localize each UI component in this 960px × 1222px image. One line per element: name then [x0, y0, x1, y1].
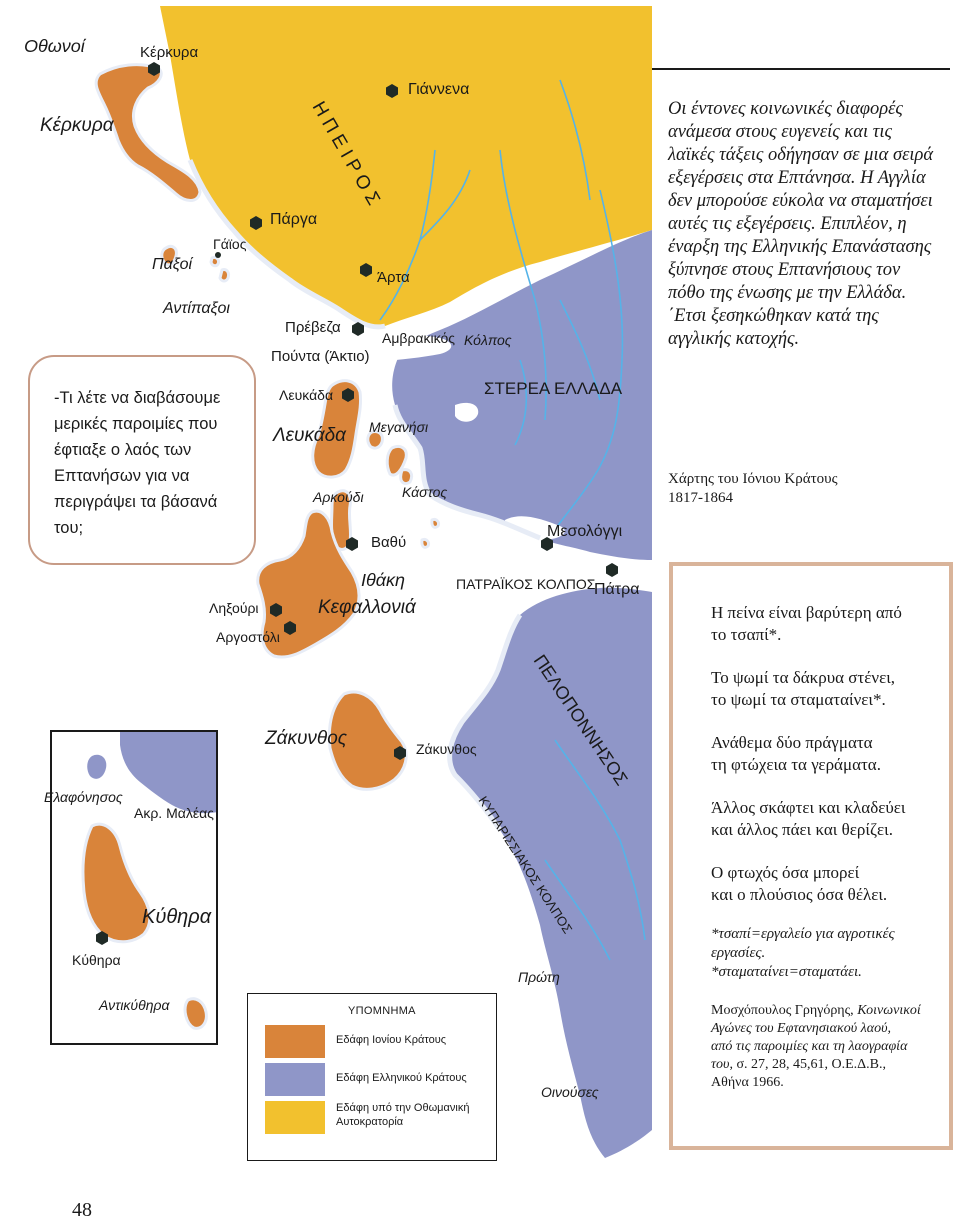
- legend-title: ΥΠΟΜΝΗΜΑ: [348, 1005, 416, 1017]
- label-ithaki: Ιθάκη: [361, 570, 406, 590]
- antipaxoi-island: [220, 269, 229, 281]
- map-caption-years: 1817-1864: [668, 490, 733, 506]
- proverb-1: Η πείνα είναι βαρύτερη από το τσαπί*.: [711, 603, 902, 644]
- label-kolpos: Κόλπος: [464, 332, 512, 348]
- label-kefallonia: Κεφαλλονιά: [318, 597, 416, 618]
- intro-text: Οι έντονες κοινωνικές διαφορές ανάμεσα στους ευγενείς και τις λαϊκές τάξεις οδήγησαν σε μια σειρά εξεγέρσεις στα Επτάνησα. Η Αγγλία δεν μπορούσε εύκολα να σταματήσει αυτές τις εξεγέρσεις. Επιπλέον, η έναρξη της Ελληνικής Επανάστασης ξύπνησε στους Επτανήσιους τον πόθο της ένωσης με την Ελλάδα. ΄Ετσι ξεσηκώθηκαν κατά της αγγλικής κατοχής.: [668, 99, 934, 349]
- label-ambrakikos: Αμβρακικός: [382, 330, 455, 346]
- label-zakynthos-city: Ζάκυνθος: [416, 741, 477, 757]
- label-meganisi: Μεγανήσι: [369, 419, 429, 435]
- legend-swatch-greek: [265, 1063, 325, 1096]
- label-kerkyra-city: Κέρκυρα: [140, 44, 199, 61]
- label-arta: Άρτα: [377, 269, 410, 286]
- label-ioannina: Γιάννενα: [408, 81, 470, 98]
- label-pounta: Πούντα (Άκτιο): [271, 348, 370, 365]
- legend-swatch-ionian: [265, 1025, 325, 1058]
- label-lixouri: Ληξούρι: [209, 600, 259, 616]
- label-paxoi: Παξοί: [152, 256, 193, 273]
- proverb-2: Το ψωμί τα δάκρυα στένει, το ψωμί τα σταματαίνει*.: [711, 668, 896, 709]
- label-patraikos: ΠΑΤΡΑΪΚΟΣ ΚΟΛΠΟΣ: [456, 576, 596, 592]
- question-bubble: [28, 355, 256, 565]
- label-preveza: Πρέβεζα: [285, 319, 341, 336]
- label-sterea: ΣΤΕΡΕΑ ΕΛΛΑΔΑ: [484, 379, 623, 398]
- label-elafonisos: Ελαφόνησος: [44, 789, 123, 805]
- label-oinouses: Οινούσες: [541, 1084, 599, 1100]
- page-number: 48: [72, 1199, 92, 1221]
- map-caption: [668, 470, 938, 508]
- legend-label-ionian: Εδάφη Ιονίου Κράτους: [336, 1034, 447, 1046]
- marker-gaios: [215, 252, 221, 258]
- label-patra: Πάτρα: [594, 581, 640, 598]
- label-antipaxoi: Αντίπαξοι: [163, 300, 230, 317]
- label-parga: Πάργα: [270, 211, 318, 228]
- label-akr-maleas: Ακρ. Μαλέας: [134, 805, 214, 821]
- proverb-5: Ο φτωχός όσα μπορεί και ο πλούσιος όσα θέλει.: [711, 863, 888, 904]
- legend-label-greek: Εδάφη Ελληνικού Κράτους: [336, 1072, 467, 1084]
- label-othonoi: Οθωνοί: [24, 36, 85, 56]
- label-kerkyra-island: Κέρκυρα: [40, 115, 114, 136]
- marker-patra: [606, 563, 618, 577]
- map-legend: [247, 993, 497, 1161]
- label-lefkada-city: Λευκάδα: [279, 387, 334, 403]
- label-kythira-island: Κύθηρα: [142, 906, 212, 928]
- question-text: -Τι λέτε να διαβάσουμε μερικές παροιμίες που έφτιαξε ο λαός των Επτανήσων για να περιγράψει τα βάσανά του;: [54, 389, 221, 537]
- top-rule: [652, 68, 950, 70]
- label-kastos: Κάστος: [402, 484, 448, 500]
- label-antikythira: Αντικύθηρα: [99, 997, 170, 1013]
- proverbs-box: [669, 562, 953, 1150]
- footnotes: *τσαπί=εργαλείο για αγροτικές εργασίες. *σταματαίνει=σταματάει.: [711, 926, 895, 980]
- label-proti: Πρώτη: [518, 969, 560, 985]
- label-argostoli: Αργοστόλι: [216, 629, 280, 645]
- proverb-4: Άλλος σκάφτει και κλαδεύει και άλλος πάει και θερίζει.: [711, 798, 906, 839]
- source-citation: Μοσχόπουλος Γρηγόρης, Κοινωνικοί Αγώνες του Εφτανησιακού λαού, από τις παροιμίες και τη λαογραφία του, σ. 27, 28, 45,61, Ο.Ε.Δ.Β., Αθήνα 1966.: [711, 1003, 921, 1090]
- kythira-inset-frame: [50, 730, 218, 1045]
- label-vathy: Βαθύ: [371, 534, 407, 551]
- label-kyparissiakos: ΚΥΠΑΡΙΣΣΙΑΚΟΣ ΚΟΛΠΟΣ: [475, 793, 576, 937]
- legend-swatch-ottoman: [265, 1101, 325, 1134]
- label-kythira-city: Κύθηρα: [72, 952, 121, 968]
- label-gaios: Γάϊος: [213, 236, 247, 252]
- proverb-3: Ανάθεμα δύο πράγματα τη φτώχεια τα γεράματα.: [711, 733, 881, 774]
- label-peloponnisos: ΠΕΛΟΠΟΝΝΗΣΟΣ: [529, 651, 632, 790]
- label-arkoudi: Αρκούδι: [313, 489, 364, 505]
- label-zakynthos-island: Ζάκυνθος: [265, 728, 348, 749]
- map-caption-title: Χάρτης του Ιόνιου Κράτους: [668, 471, 838, 487]
- label-mesolongi: Μεσολόγγι: [547, 523, 623, 540]
- label-ipeiros: Η Π Ε Ι Ρ Ο Σ: [307, 98, 384, 209]
- legend-label-ottoman: Εδάφη υπό την Οθωμανική Αυτοκρατορία: [336, 1102, 470, 1128]
- label-lefkada-island: Λευκάδα: [273, 425, 346, 446]
